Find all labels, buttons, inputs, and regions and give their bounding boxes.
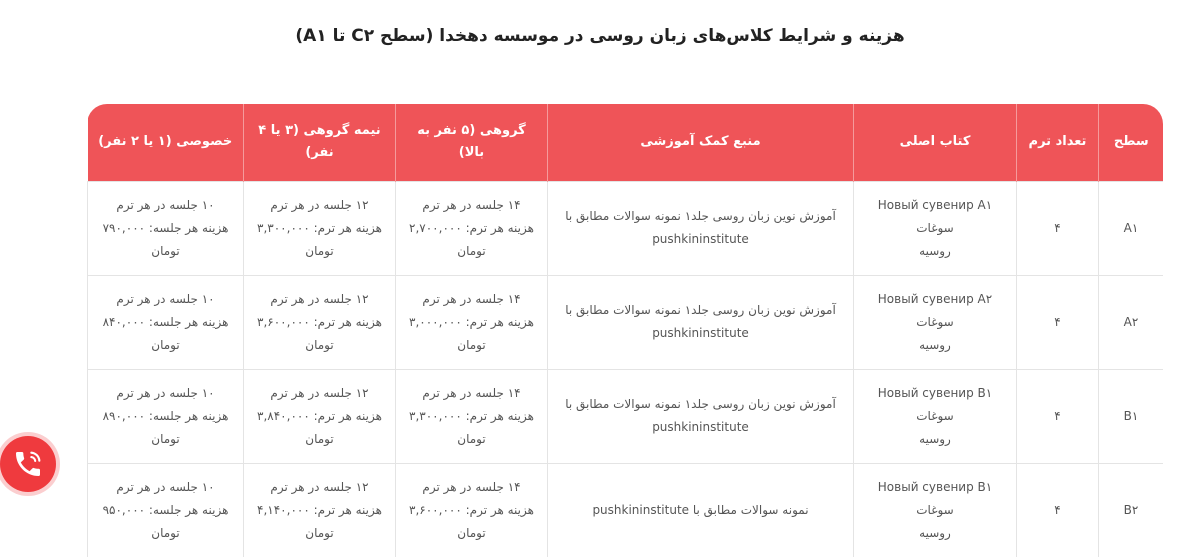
cell-line: هزینه هر ترم: ۲,۷۰۰,۰۰۰ — [409, 220, 534, 235]
cell-line: آموزش نوین زبان روسی جلد۱ نمونه سوالات مطابق با — [565, 303, 836, 317]
cell-terms: ۴ — [1017, 463, 1099, 557]
cell-resource — [548, 463, 854, 557]
page-title: هزینه و شرایط کلاس‌های زبان روسی در موسسه دهخدا (سطح C۲ تا A۱) — [295, 26, 905, 46]
cell-line: هزینه هر ترم: ۳,۰۰۰,۰۰۰ — [409, 314, 534, 329]
header-book: کتاب اصلی — [854, 104, 1017, 181]
cell-line: ۱۴ جلسه در هر ترم — [422, 385, 521, 400]
cell-line: هزینه هر جلسه: ۷۹۰,۰۰۰ — [102, 220, 229, 235]
cell-line: ۱۴ جلسه در هر ترم — [422, 291, 521, 306]
cell-line: هزینه هر ترم: ۳,۳۰۰,۰۰۰ — [257, 220, 382, 235]
cell-line: هزینه هر ترم: ۳,۶۰۰,۰۰۰ — [257, 314, 382, 329]
cell-line: تومان — [457, 337, 486, 352]
cell-line: تومان — [457, 525, 486, 540]
cell-resource — [548, 181, 854, 275]
cell-line: هزینه هر ترم: ۳,۳۰۰,۰۰۰ — [409, 408, 534, 423]
cell-book — [854, 275, 1017, 369]
pricing-table-wrapper — [87, 104, 1163, 557]
cell-line: هزینه هر جلسه: ۸۴۰,۰۰۰ — [102, 314, 229, 329]
cell-line: Новый сувенир A۱ سوغات — [877, 197, 993, 235]
cell-private — [88, 369, 244, 463]
table-row — [88, 181, 1164, 275]
cell-terms: ۴ — [1017, 275, 1099, 369]
cell-line: ۱۰ جلسه در هر ترم — [116, 479, 215, 494]
cell-line: تومان — [151, 431, 180, 446]
table-row — [88, 369, 1164, 463]
cell-level: A۲ — [1099, 275, 1164, 369]
cell-line: pushkininstitute — [652, 326, 749, 340]
cell-group — [396, 369, 548, 463]
cell-resource — [548, 275, 854, 369]
cell-line: تومان — [305, 431, 334, 446]
cell-line: روسیه — [919, 431, 951, 446]
cell-line: pushkininstitute — [652, 420, 749, 434]
cell-line: آموزش نوین زبان روسی جلد۱ نمونه سوالات مطابق با — [565, 397, 836, 411]
header-level: سطح — [1099, 104, 1164, 181]
cell-private — [88, 275, 244, 369]
cell-line: هزینه هر جلسه: ۹۵۰,۰۰۰ — [102, 502, 229, 517]
cell-terms: ۴ — [1017, 369, 1099, 463]
cell-line: هزینه هر جلسه: ۸۹۰,۰۰۰ — [102, 408, 229, 423]
pricing-table — [87, 104, 1163, 557]
cell-line: ۱۲ جلسه در هر ترم — [270, 197, 369, 212]
cell-line: تومان — [151, 337, 180, 352]
cell-line: ۱۰ جلسه در هر ترم — [116, 291, 215, 306]
table-header-row — [88, 104, 1164, 181]
header-semi-group: نیمه گروهی (۳ یا ۴ نفر) — [244, 104, 396, 181]
cell-group — [396, 275, 548, 369]
cell-line: نمونه سوالات مطابق با pushkininstitute — [592, 502, 809, 517]
cell-semi-group — [244, 463, 396, 557]
cell-group — [396, 181, 548, 275]
cell-line: ۱۰ جلسه در هر ترم — [116, 385, 215, 400]
cell-semi-group — [244, 369, 396, 463]
cell-line: تومان — [305, 525, 334, 540]
cell-line: روسیه — [919, 337, 951, 352]
cell-private — [88, 463, 244, 557]
header-group: گروهی (۵ نفر به بالا) — [396, 104, 548, 181]
header-private: خصوصی (۱ یا ۲ نفر) — [88, 104, 244, 181]
call-button[interactable] — [0, 436, 56, 492]
cell-line: Новый сувенир B۱ سوغات — [877, 385, 993, 423]
cell-level: B۱ — [1099, 369, 1164, 463]
cell-line: pushkininstitute — [652, 232, 749, 246]
table-row — [88, 275, 1164, 369]
cell-line: ۱۴ جلسه در هر ترم — [422, 197, 521, 212]
cell-line: Новый сувенир B۱ سوغات — [877, 479, 993, 517]
cell-line: تومان — [457, 243, 486, 258]
cell-semi-group — [244, 181, 396, 275]
cell-line: تومان — [151, 525, 180, 540]
cell-line: هزینه هر ترم: ۴,۱۴۰,۰۰۰ — [257, 502, 382, 517]
cell-group — [396, 463, 548, 557]
cell-line: ۱۴ جلسه در هر ترم — [422, 479, 521, 494]
phone-icon — [12, 448, 44, 480]
cell-resource — [548, 369, 854, 463]
cell-level: B۲ — [1099, 463, 1164, 557]
cell-line: ۱۰ جلسه در هر ترم — [116, 197, 215, 212]
cell-line: هزینه هر ترم: ۳,۶۰۰,۰۰۰ — [409, 502, 534, 517]
cell-semi-group — [244, 275, 396, 369]
cell-book — [854, 369, 1017, 463]
cell-terms: ۴ — [1017, 181, 1099, 275]
header-terms: تعداد ترم — [1017, 104, 1099, 181]
cell-book — [854, 463, 1017, 557]
cell-line: روسیه — [919, 243, 951, 258]
cell-line: تومان — [457, 431, 486, 446]
cell-line: ۱۲ جلسه در هر ترم — [270, 479, 369, 494]
cell-line: ۱۲ جلسه در هر ترم — [270, 385, 369, 400]
cell-level: A۱ — [1099, 181, 1164, 275]
cell-line: آموزش نوین زبان روسی جلد۱ نمونه سوالات مطابق با — [565, 209, 836, 223]
cell-line: تومان — [151, 243, 180, 258]
cell-line: روسیه — [919, 525, 951, 540]
cell-line: تومان — [305, 243, 334, 258]
table-row — [88, 463, 1164, 557]
cell-line: ۱۲ جلسه در هر ترم — [270, 291, 369, 306]
cell-line: تومان — [305, 337, 334, 352]
cell-private — [88, 181, 244, 275]
cell-line: هزینه هر ترم: ۳,۸۴۰,۰۰۰ — [257, 408, 382, 423]
cell-book — [854, 181, 1017, 275]
cell-line: Новый сувенир A۲ سوغات — [877, 291, 993, 329]
header-resource: منبع کمک آموزشی — [548, 104, 854, 181]
